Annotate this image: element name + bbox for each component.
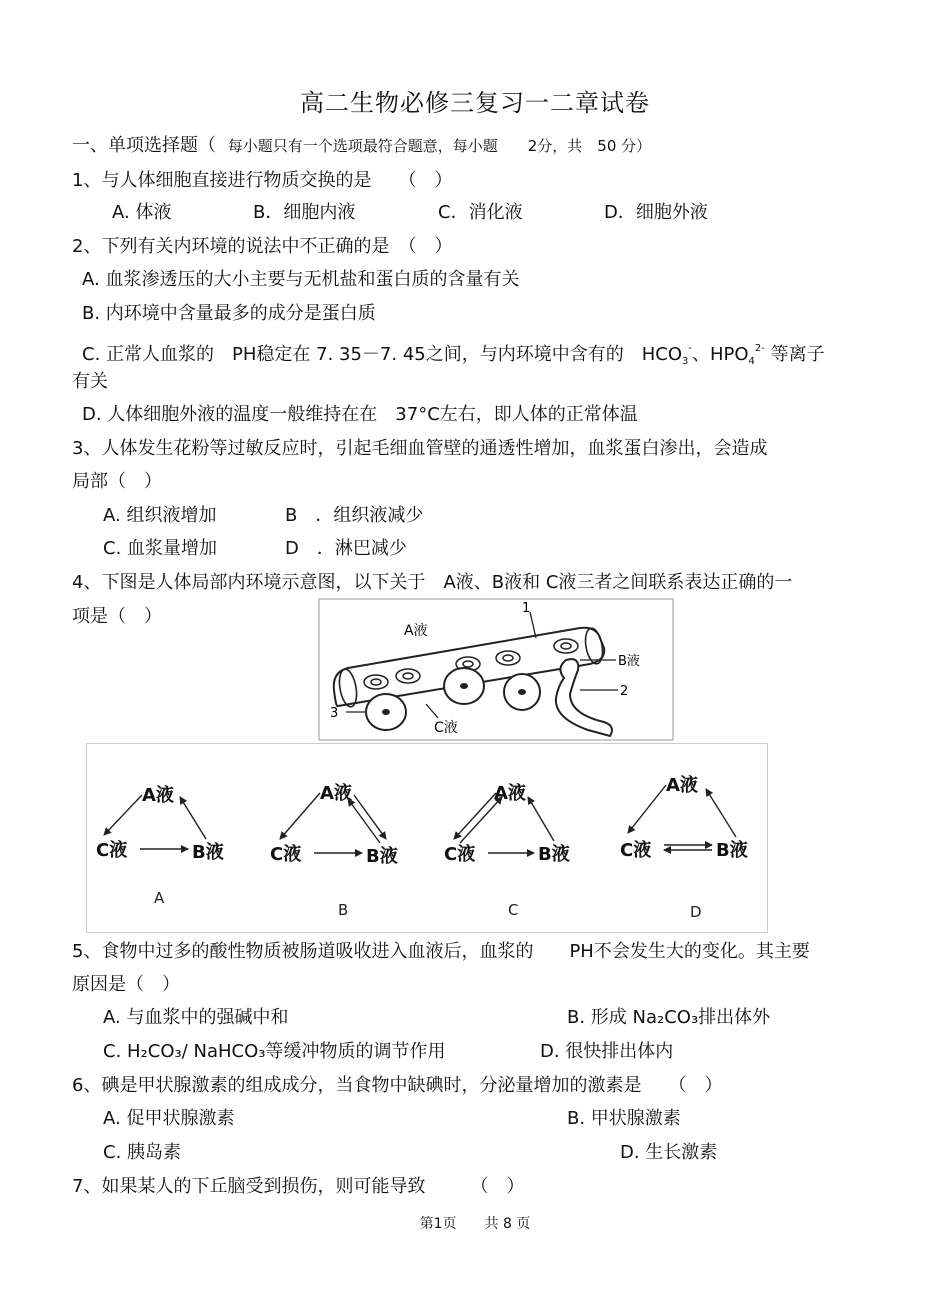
diagram-b-node-c: C液 — [270, 844, 302, 865]
section-note: 每小题只有一个选项最符合题意，每小题 2分，共 50 分） — [227, 137, 652, 155]
diagram-option-b: B — [338, 901, 349, 919]
q5-option-d: D. 很快排出体内 — [540, 1041, 674, 1062]
page-footer: 第1页 共 8 页 — [419, 1216, 531, 1232]
diagram-a-node-a: A液 — [142, 785, 174, 806]
figure-label-b: B液 — [618, 654, 640, 669]
q2-option-c-continued: 有关 — [72, 371, 108, 392]
q1-option-a: A. 体液 — [112, 202, 172, 223]
q2-option-d: D. 人体细胞外液的温度一般维持在在 37°C左右，即人体的正常体温 — [82, 404, 638, 425]
q2-option-c: C. 正常人血浆的 PH稳定在 7. 35－7. 45之间，与内环境中含有的 $HCO_3^-$、$HPO_4^{2-}$ 等离子 — [82, 343, 825, 367]
q1-option-d: D．细胞外液 — [604, 202, 708, 223]
q6-option-c: C. 胰岛素 — [103, 1142, 182, 1163]
q5-option-b: B. 形成 Na₂CO₃排出体外 — [567, 1007, 771, 1028]
relation-diagrams-figure — [86, 743, 768, 933]
internal-environment-figure — [318, 598, 674, 741]
diagram-b-node-a: A液 — [320, 783, 352, 804]
q3-option-a: A. 组织液增加 — [103, 505, 217, 526]
figure-label-3: 3 — [330, 706, 339, 721]
diagram-option-d: D — [690, 903, 702, 921]
diagram-b-node-b: B液 — [366, 846, 398, 867]
q2-option-a: A. 血浆渗透压的大小主要与无机盐和蛋白质的含量有关 — [82, 269, 520, 290]
question-6-stem: 6、碘是甲状腺激素的组成成分，当食物中缺碘时，分泌量增加的激素是 （ ） — [72, 1075, 723, 1096]
q2-option-b: B. 内环境中含量最多的成分是蛋白质 — [82, 303, 376, 324]
diagram-d-node-b: B液 — [716, 840, 748, 861]
q6-option-b: B. 甲状腺激素 — [567, 1108, 681, 1129]
q3-option-d: D ．淋巴减少 — [285, 538, 407, 559]
q1-option-b: B．细胞内液 — [253, 202, 356, 223]
question-2-stem: 2、下列有关内环境的说法中不正确的是 （ ） — [72, 236, 453, 257]
q5-option-c: C. H₂CO₃/ NaHCO₃等缓冲物质的调节作用 — [103, 1041, 446, 1062]
diagram-a-node-c: C液 — [96, 840, 128, 861]
figure-label-1: 1 — [522, 601, 531, 616]
question-4-stem-continued: 项是（ ） — [72, 606, 162, 627]
diagram-c-node-b: B液 — [538, 844, 570, 865]
question-1-stem: 1、与人体细胞直接进行物质交换的是 （ ） — [72, 170, 453, 191]
diagram-d-node-c: C液 — [620, 840, 652, 861]
diagram-a-node-b: B液 — [192, 842, 224, 863]
q6-option-d: D. 生长激素 — [620, 1142, 718, 1163]
diagram-c-node-c: C液 — [444, 844, 476, 865]
question-3-stem: 3、人体发生花粉等过敏反应时，引起毛细血管壁的通透性增加，血浆蛋白渗出，会造成 — [72, 438, 768, 459]
figure-label-c: C液 — [434, 720, 458, 736]
question-3-stem-continued: 局部（ ） — [72, 471, 162, 492]
question-4-stem: 4、下图是人体局部内环境示意图，以下关于 A液、B液和 C液三者之间联系表达正确的一 — [72, 572, 793, 593]
section-heading: 一、单项选择题（ 每小题只有一个选项最符合题意，每小题 2分，共 50 分） — [72, 135, 652, 156]
q6-option-a: A. 促甲状腺激素 — [103, 1108, 235, 1129]
figure-label-a: A液 — [404, 623, 428, 639]
q1-option-c: C．消化液 — [438, 202, 523, 223]
q3-option-b: B ．组织液减少 — [285, 505, 424, 526]
question-5-stem: 5、食物中过多的酸性物质被肠道吸收进入血液后，血浆的 PH不会发生大的变化。其主要 — [72, 941, 810, 962]
diagram-option-c: C — [508, 901, 519, 919]
q5-option-a: A. 与血浆中的强碱中和 — [103, 1007, 289, 1028]
diagram-d-node-a: A液 — [666, 775, 698, 796]
question-5-stem-continued: 原因是（ ） — [72, 974, 180, 995]
q3-option-c: C. 血浆量增加 — [103, 538, 218, 559]
diagram-option-a: A — [154, 889, 165, 907]
figure-label-2: 2 — [620, 684, 629, 699]
question-7-stem: 7、如果某人的下丘脑受到损伤，则可能导致 （ ） — [72, 1176, 525, 1197]
diagram-c-node-a: A液 — [494, 783, 526, 804]
page-title: 高二生物必修三复习一二章试卷 — [300, 89, 650, 117]
